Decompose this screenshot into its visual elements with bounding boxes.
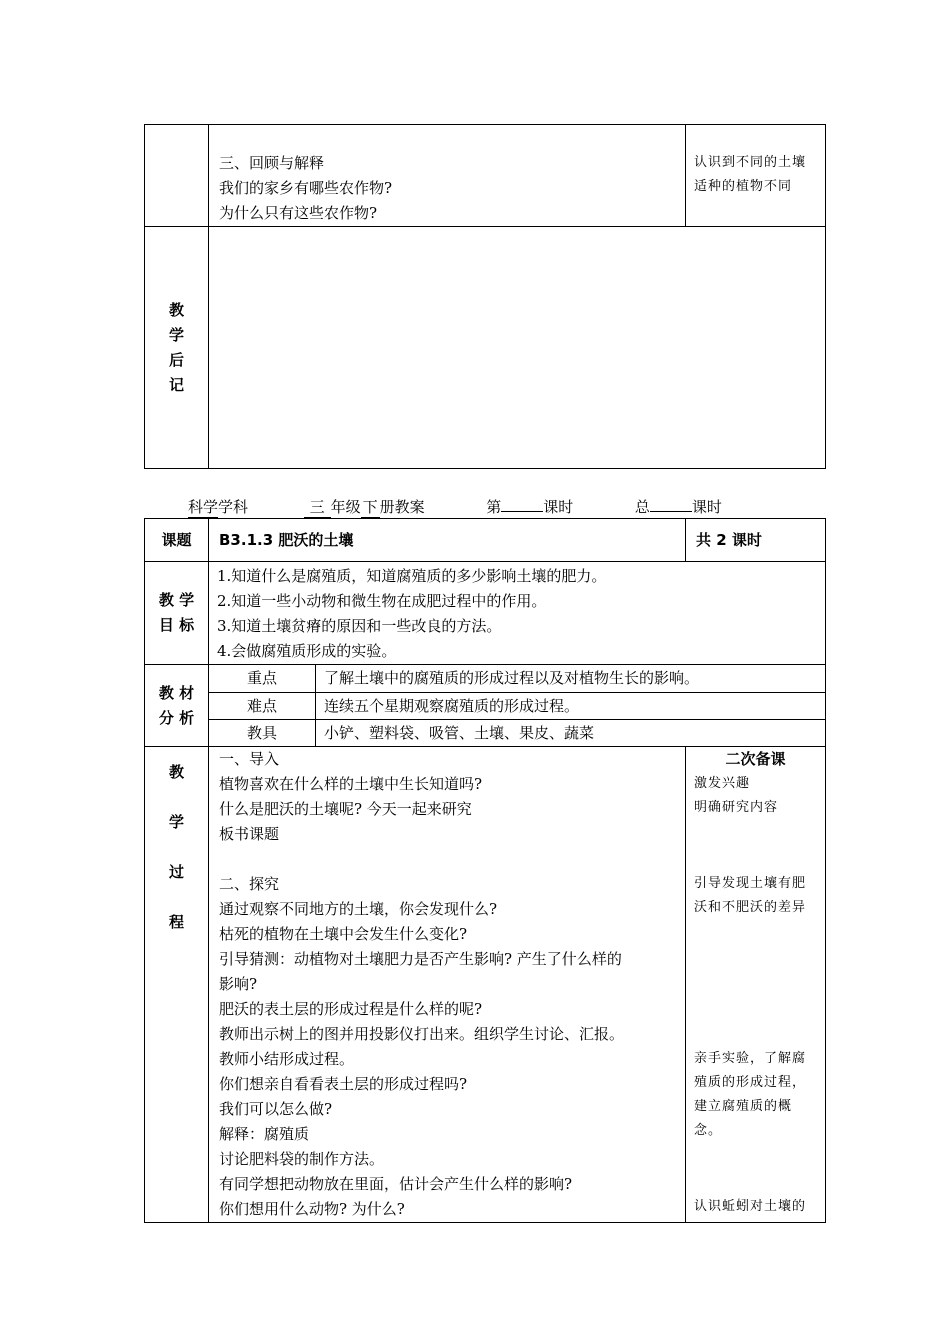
process-line: 讨论肥料袋的制作方法。	[219, 1150, 385, 1168]
process-line: 什么是肥沃的土壤呢? 今天一起来研究	[219, 800, 472, 818]
grade-value: 三	[304, 496, 331, 518]
process-line: 有同学想把动物放在里面，估计会产生什么样的影响?	[219, 1175, 573, 1193]
reflection-char-2: 学	[168, 325, 184, 344]
topic-hours: 共 2 课时	[686, 519, 826, 562]
process-line: 影响?	[219, 975, 258, 993]
analysis-key-2: 难点	[209, 693, 316, 720]
term-value: 下	[362, 498, 378, 516]
process-label	[145, 747, 209, 1223]
note-block-3	[694, 1047, 806, 1143]
term-suffix: 册教案	[379, 498, 425, 516]
analysis-value-3: 小铲、塑料袋、吸管、土壤、果皮、蔬菜	[316, 720, 826, 747]
process-label-char-3: 过	[168, 863, 184, 881]
subject-name: 科学	[188, 498, 219, 516]
process-line: 引导猜测：动植物对土壤肥力是否产生影响? 产生了什么样的	[219, 950, 622, 968]
note-research: 明确研究内容	[694, 800, 779, 815]
reflection-char-4: 记	[168, 375, 184, 394]
empty-label-cell	[145, 125, 209, 227]
analysis-value-2: 连续五个星期观察腐殖质的形成过程。	[316, 693, 826, 720]
note-worm: 认识蚯蚓对土壤的	[694, 1199, 807, 1214]
review-line-2: 为什么只有这些农作物?	[219, 204, 378, 222]
total-prefix: 总	[634, 498, 650, 516]
process-label-char-1: 教	[168, 763, 184, 781]
process-line: 肥沃的表土层的形成过程是什么样的呢?	[219, 1000, 483, 1018]
note-exp-3: 建立腐殖质的概	[694, 1099, 793, 1114]
note-line-1: 认识到不同的土壤	[694, 155, 807, 170]
goal-1: 1.知道什么是腐殖质，知道腐殖质的多少影响土壤的肥力。	[217, 567, 607, 585]
analysis-label	[145, 665, 209, 747]
note-block-4	[694, 1195, 806, 1219]
topic-label: 课题	[145, 519, 209, 562]
lesson-header	[188, 496, 722, 518]
analysis-key-3: 教具	[209, 720, 316, 747]
process-line: 一、导入	[219, 750, 280, 768]
review-note-cell	[686, 125, 826, 227]
section-title: 三、回顾与解释	[219, 154, 325, 172]
process-line: 解释：腐殖质	[219, 1125, 310, 1143]
process-line: 板书课题	[219, 825, 280, 843]
process-line: 我们可以怎么做?	[219, 1100, 333, 1118]
process-line: 你们想用什么动物? 为什么?	[219, 1200, 405, 1218]
note-exp-2: 殖质的形成过程，	[694, 1075, 807, 1090]
process-line: 教师出示树上的图并用投影仪打出来。组织学生讨论、汇报。	[219, 1025, 625, 1043]
process-line: 植物喜欢在什么样的土壤中生长知道吗?	[219, 775, 483, 793]
process-line: 二、探究	[219, 875, 280, 893]
review-content-cell	[209, 125, 686, 227]
lesson-plan-table	[144, 518, 826, 1223]
analysis-value-1: 了解土壤中的腐殖质的形成过程以及对植物生长的影响。	[316, 665, 826, 693]
analysis-label-line-2: 分 析	[158, 708, 195, 727]
goals-content	[209, 562, 826, 665]
total-blank	[650, 511, 692, 512]
process-line: 教师小结形成过程。	[219, 1050, 355, 1068]
lesson-blank	[501, 511, 543, 512]
topic-value: B3.1.3 肥沃的土壤	[209, 519, 686, 562]
reflection-char-3: 后	[168, 350, 184, 369]
note-interest: 激发兴趣	[694, 776, 751, 791]
note-soil-2: 沃和不肥沃的差异	[694, 900, 807, 915]
reflection-content	[209, 227, 826, 469]
second-prep-cell	[686, 747, 826, 1223]
reflection-label	[145, 227, 209, 469]
process-line	[219, 847, 685, 872]
note-exp-4: 念。	[694, 1123, 723, 1138]
lesson-suffix: 课时	[543, 498, 574, 516]
note-block-1	[694, 772, 778, 820]
process-line: 你们想亲自看看表土层的形成过程吗?	[219, 1075, 468, 1093]
goal-4: 4.会做腐殖质形成的实验。	[217, 642, 397, 660]
lesson-prefix: 第	[486, 498, 502, 516]
subject-suffix: 学科	[218, 498, 249, 516]
process-line: 通过观察不同地方的土壤，你会发现什么?	[219, 900, 498, 918]
goal-2: 2.知道一些小动物和微生物在成肥过程中的作用。	[217, 592, 547, 610]
note-soil-1: 引导发现土壤有肥	[694, 876, 807, 891]
process-content	[209, 747, 686, 1223]
analysis-label-line-1: 教 材	[158, 683, 195, 702]
goals-label-line-1: 教 学	[158, 591, 195, 609]
analysis-key-1: 重点	[209, 665, 316, 693]
process-line: 枯死的植物在土壤中会发生什么变化?	[219, 925, 468, 943]
reflection-char-1: 教	[168, 300, 184, 319]
note-exp-1: 亲手实验，了解腐	[694, 1051, 807, 1066]
process-label-char-2: 学	[168, 813, 184, 831]
note-line-2: 适种的植物不同	[694, 179, 793, 194]
grade-suffix: 年级	[330, 498, 361, 516]
process-label-char-4: 程	[168, 913, 184, 931]
goals-label-line-2: 目 标	[158, 616, 195, 634]
review-table	[144, 124, 826, 469]
goals-label	[145, 562, 209, 665]
second-prep-title: 二次备课	[725, 750, 786, 768]
goal-3: 3.知道土壤贫瘠的原因和一些改良的方法。	[217, 617, 502, 635]
total-suffix: 课时	[691, 498, 722, 516]
note-block-2	[694, 872, 806, 920]
review-line-1: 我们的家乡有哪些农作物?	[219, 179, 393, 197]
